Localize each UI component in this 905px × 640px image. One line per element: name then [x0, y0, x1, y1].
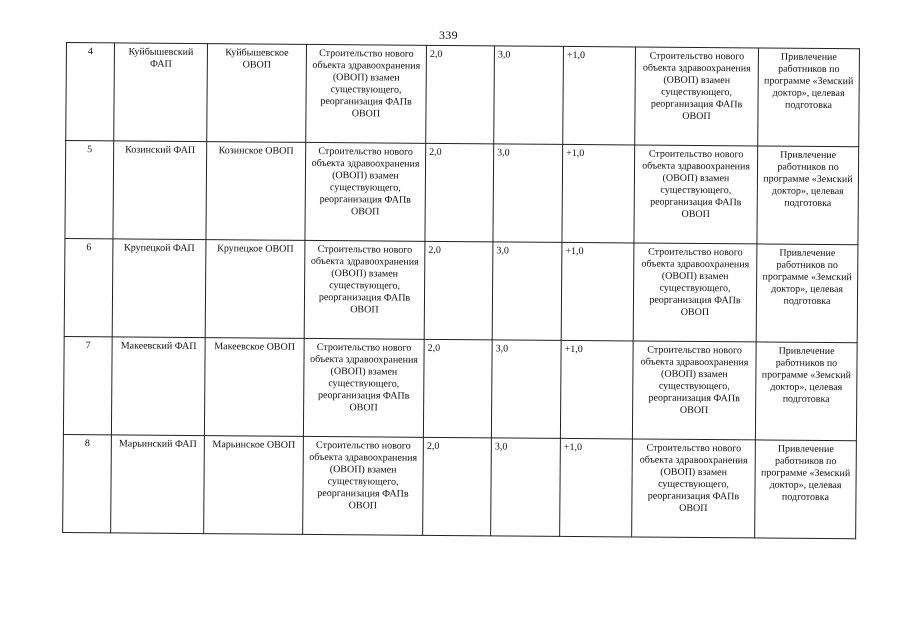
- facilities-table: [62, 42, 860, 539]
- delta-value-cell: +1,0: [563, 46, 636, 145]
- current-value-cell: 2,0: [423, 339, 492, 438]
- result-cell: Строительство нового объекта здравоохранения (ОВОП) взамен существующего, реорганизация ФАПв ОВОП: [634, 145, 758, 244]
- result-cell: Строительство нового объекта здравоохранения (ОВОП) взамен существующего, реорганизация ФАПв ОВОП: [633, 243, 757, 342]
- planned-value-cell: 3,0: [491, 340, 561, 439]
- delta-value-cell: +1,0: [561, 242, 634, 341]
- planned-value-cell: 3,0: [492, 242, 562, 341]
- planned-value-cell: 3,0: [493, 144, 563, 243]
- row-number-cell: 8: [63, 434, 112, 532]
- row-number-cell: 7: [63, 336, 112, 434]
- fap-name-cell: Марьинский ФАП: [111, 435, 205, 534]
- delta-value-cell: +1,0: [560, 340, 633, 439]
- result-cell: Строительство нового объекта здравоохранения (ОВОП) взамен существующего, реорганизация ФАПв ОВОП: [632, 341, 756, 440]
- row-number-cell: 4: [66, 43, 115, 141]
- table-row: [63, 434, 857, 538]
- staffing-cell: Привлечение работников по программе «Земский доктор», целевая подготовка: [756, 244, 858, 343]
- current-value-cell: 2,0: [426, 45, 495, 144]
- delta-value-cell: +1,0: [560, 438, 633, 537]
- fap-name-cell: Макеевский ФАП: [111, 337, 205, 436]
- planned-value-cell: 3,0: [494, 46, 564, 145]
- table-row: [66, 43, 860, 147]
- ovop-name-cell: Марьинское ОВОП: [204, 436, 304, 535]
- current-value-cell: 2,0: [425, 143, 494, 242]
- table-row: [65, 141, 859, 245]
- staffing-cell: Привлечение работников по программе «Земский доктор», целевая подготовка: [757, 146, 859, 245]
- staffing-cell: Привлечение работников по программе «Земский доктор», целевая подготовка: [758, 48, 860, 147]
- action-cell: Строительство нового объекта здравоохранения (ОВОП) взамен существующего, реорганизация ФАПв ОВОП: [306, 44, 427, 143]
- action-cell: Строительство нового объекта здравоохранения (ОВОП) взамен существующего, реорганизация ФАПв ОВОП: [303, 338, 424, 437]
- planned-value-cell: 3,0: [491, 438, 561, 537]
- action-cell: Строительство нового объекта здравоохранения (ОВОП) взамен существующего, реорганизация ФАПв ОВОП: [303, 436, 424, 535]
- page-number: 339: [439, 28, 458, 42]
- row-number-cell: 5: [65, 141, 114, 239]
- ovop-name-cell: Крупецкое ОВОП: [205, 240, 305, 339]
- fap-name-cell: Крупецкой ФАП: [112, 239, 206, 338]
- table-row: [63, 336, 857, 440]
- ovop-name-cell: Куйбышевское ОВОП: [207, 44, 307, 143]
- staffing-cell: Привлечение работников по программе «Земский доктор», целевая подготовка: [755, 342, 857, 441]
- ovop-name-cell: Козинское ОВОП: [206, 142, 306, 241]
- result-cell: Строительство нового объекта здравоохранения (ОВОП) взамен существующего, реорганизация ФАПв ОВОП: [635, 47, 759, 146]
- delta-value-cell: +1,0: [562, 144, 635, 243]
- result-cell: Строительство нового объекта здравоохранения (ОВОП) взамен существующего, реорганизация ФАПв ОВОП: [632, 439, 756, 538]
- table-sheet: [62, 42, 860, 539]
- fap-name-cell: Козинский ФАП: [113, 141, 207, 240]
- staffing-cell: Привлечение работников по программе «Земский доктор», целевая подготовка: [755, 440, 857, 539]
- row-number-cell: 6: [64, 238, 113, 336]
- table-body: [63, 43, 860, 539]
- current-value-cell: 2,0: [423, 437, 492, 536]
- table-row: [64, 238, 858, 342]
- action-cell: Строительство нового объекта здравоохранения (ОВОП) взамен существующего, реорганизация ФАПв ОВОП: [305, 142, 426, 241]
- ovop-name-cell: Макеевское ОВОП: [204, 338, 304, 437]
- fap-name-cell: Куйбышевский ФАП: [114, 43, 208, 142]
- action-cell: Строительство нового объекта здравоохранения (ОВОП) взамен существующего, реорганизация ФАПв ОВОП: [304, 240, 425, 339]
- current-value-cell: 2,0: [424, 241, 493, 340]
